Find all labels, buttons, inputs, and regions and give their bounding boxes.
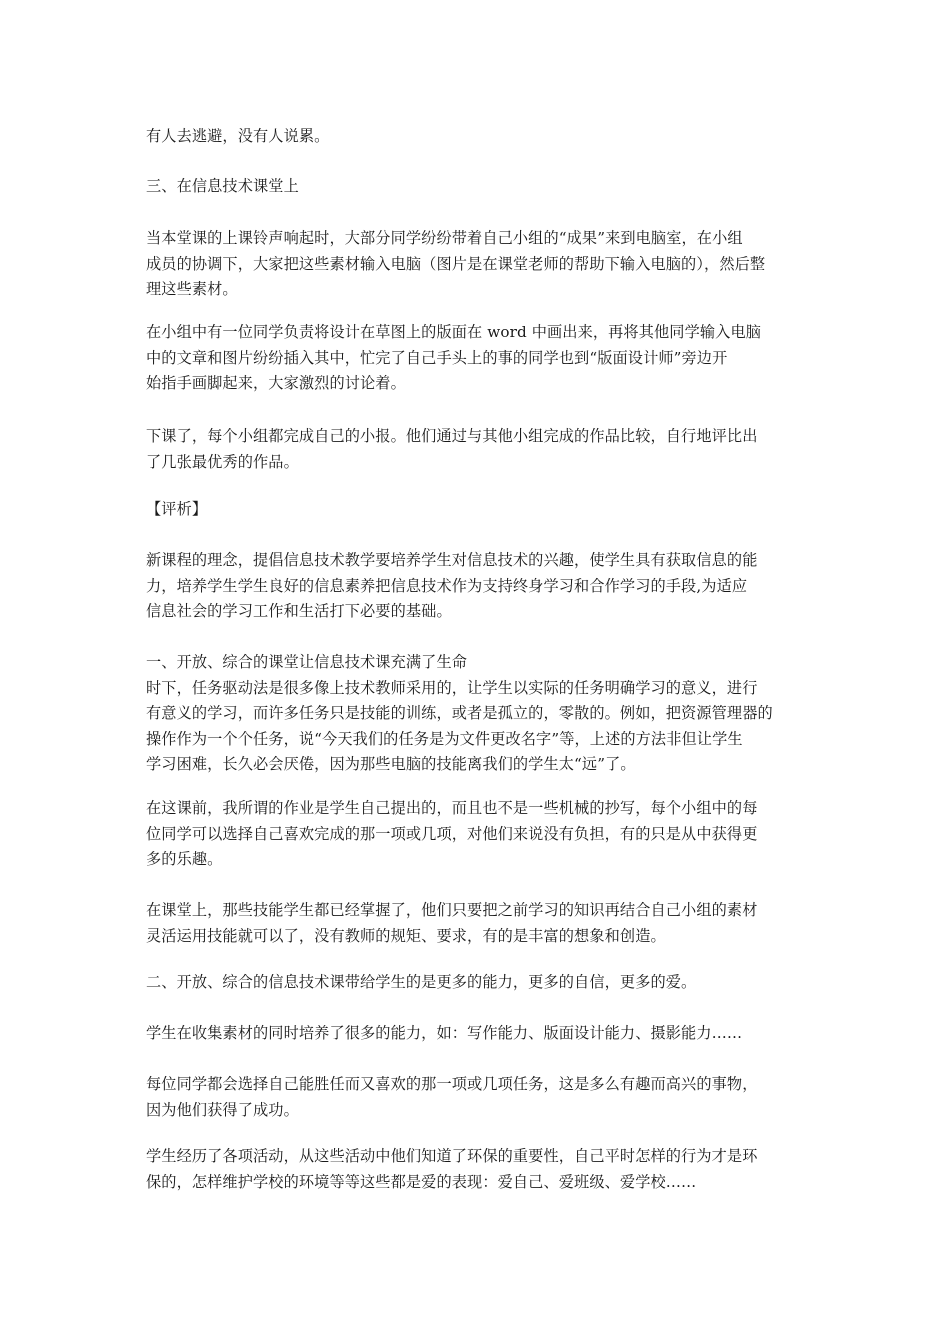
text-line: 在课堂上，那些技能学生都已经掌握了，他们只要把之前学习的知识再结合自己小组的素材 — [146, 901, 758, 919]
text-line: 在小组中有一位同学负责将设计在草图上的版面在 word 中画出来，再将其他同学输入电脑 — [146, 323, 762, 341]
text-line: 一、开放、综合的课堂让信息技术课充满了生命 — [146, 653, 468, 671]
paragraph-10 — [146, 1072, 814, 1123]
paragraph-6 — [146, 650, 814, 778]
text-line: 有意义的学习，而许多任务只是技能的训练，或者是孤立的，零散的。例如，把资源管理器的 — [146, 704, 773, 722]
text-line: 学生在收集素材的同时培养了很多的能力，如：写作能力、版面设计能力、摄影能力…… — [146, 1024, 743, 1042]
text-line: 保的，怎样维护学校的环境等等这些都是爱的表现：爱自己、爱班级、爱学校…… — [146, 1172, 697, 1191]
text-line: 位同学可以选择自己喜欢完成的那一项或几项，对他们来说没有负担，有的只是从中获得更 — [146, 824, 758, 843]
text-line: 了几张最优秀的作品。 — [146, 452, 299, 471]
paragraph-7 — [146, 796, 814, 873]
text-line: 力，培养学生学生良好的信息素养把信息技术作为支持终身学习和合作学习的手段,为适应 — [146, 576, 748, 595]
text-line: 当本堂课的上课铃声响起时，大部分同学纷纷带着自己小组的“成果”来到电脑室，在小组 — [146, 229, 743, 247]
text-line: 【评析】 — [146, 500, 208, 518]
paragraph-1 — [146, 124, 814, 150]
paragraph-2 — [146, 226, 814, 303]
text-line: 学生经历了各项活动，从这些活动中他们知道了环保的重要性，自己平时怎样的行为才是环 — [146, 1147, 758, 1165]
text-line: 二、开放、综合的信息技术课带给学生的是更多的能力，更多的自信，更多的爱。 — [146, 973, 697, 991]
text-line: 三、在信息技术课堂上 — [146, 177, 299, 195]
text-line: 下课了，每个小组都完成自己的小报。他们通过与其他小组完成的作品比较，自行地评比出 — [146, 427, 758, 445]
paragraph-11 — [146, 1144, 814, 1195]
text-line: 多的乐趣。 — [146, 850, 223, 868]
section-heading-3 — [146, 174, 814, 200]
paragraph-9 — [146, 1021, 814, 1047]
text-line: 新课程的理念，提倡信息技术教学要培养学生对信息技术的兴趣，使学生具有获取信息的能 — [146, 551, 758, 569]
text-line: 有人去逃避，没有人说累。 — [146, 127, 330, 145]
text-line: 理这些素材。 — [146, 280, 238, 298]
text-line: 信息社会的学习工作和生活打下必要的基础。 — [146, 602, 452, 620]
analysis-heading — [146, 497, 814, 523]
text-line: 成员的协调下，大家把这些素材输入电脑（图片是在课堂老师的帮助下输入电脑的），然后整 — [146, 254, 766, 273]
text-line: 始指手画脚起来，大家激烈的讨论着。 — [146, 374, 406, 392]
section-heading-2 — [146, 970, 814, 996]
text-line: 中的文章和图片纷纷插入其中，忙完了自己手头上的事的同学也到“版面设计师”旁边开 — [146, 348, 728, 367]
text-line: 学习困难，长久必会厌倦，因为那些电脑的技能离我们的学生太“远”了。 — [146, 755, 636, 773]
paragraph-3 — [146, 320, 814, 397]
paragraph-8 — [146, 898, 814, 949]
text-line: 在这课前，我所谓的作业是学生自己提出的，而且也不是一些机械的抄写，每个小组中的每 — [146, 799, 758, 817]
paragraph-5 — [146, 548, 814, 625]
text-line: 操作作为一个个任务，说“今天我们的任务是为文件更改名字”等，上述的方法非但让学生 — [146, 729, 743, 748]
text-line: 时下，任务驱动法是很多像上技术教师采用的，让学生以实际的任务明确学习的意义，进行 — [146, 678, 758, 697]
text-line: 灵活运用技能就可以了，没有教师的规矩、要求，有的是丰富的想象和创造。 — [146, 926, 666, 945]
text-line: 每位同学都会选择自己能胜任而又喜欢的那一项或几项任务，这是多么有趣而高兴的事物， — [146, 1075, 758, 1093]
text-line: 因为他们获得了成功。 — [146, 1100, 299, 1119]
paragraph-4 — [146, 424, 814, 475]
